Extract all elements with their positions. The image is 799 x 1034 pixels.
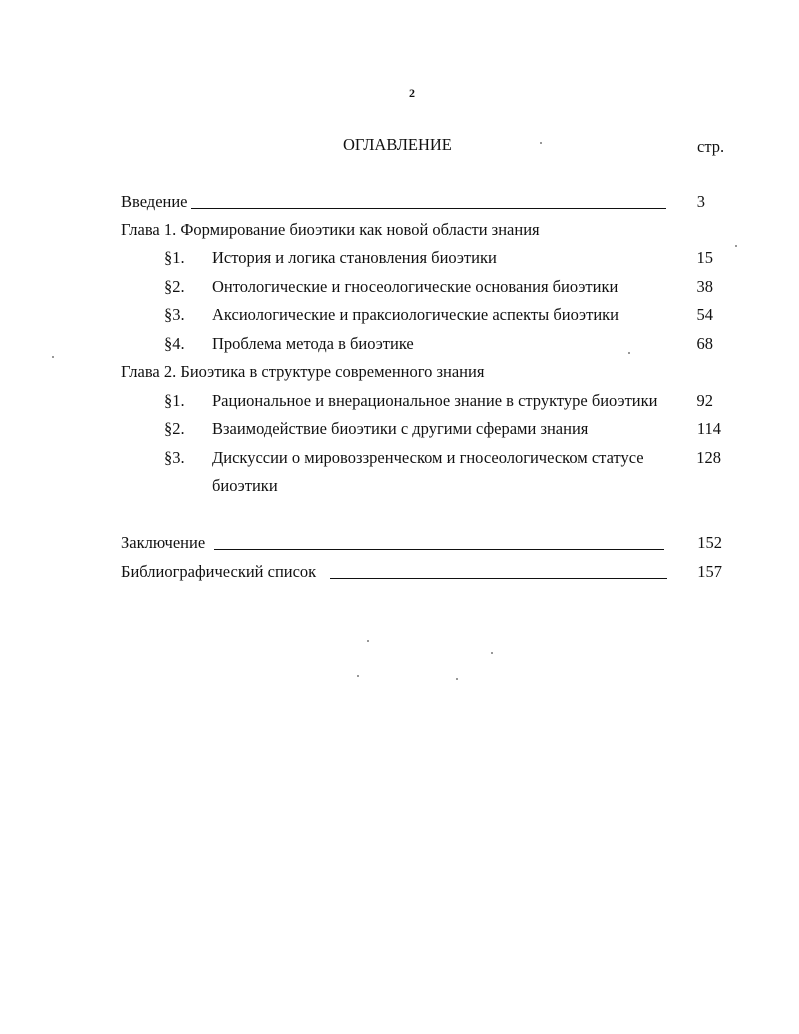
scan-speck xyxy=(735,245,737,247)
pages-column-label: стр. xyxy=(697,137,725,156)
toc-heading: ОГЛАВЛЕНИЕ xyxy=(343,135,452,154)
toc-ch1-s1-title[interactable]: История и логика становления биоэтики xyxy=(212,248,497,267)
toc-ch1-s4-title[interactable]: Проблема метода в биоэтике xyxy=(212,334,414,353)
toc-ch2-s1-num: §1. xyxy=(164,391,185,410)
toc-bibliography-label[interactable]: Библиографический список xyxy=(121,562,317,581)
toc-chapter2-title[interactable]: Глава 2. Биоэтика в структуре современного знания xyxy=(121,362,485,381)
toc-ch1-s3-page: 54 xyxy=(696,305,713,324)
toc-ch2-s1-page: 92 xyxy=(696,391,713,410)
toc-bibliography-leader xyxy=(330,578,667,579)
toc-ch2-s3-title[interactable]: Дискуссии о мировоззренческом и гносеологическом статусе xyxy=(212,448,644,467)
scan-speck xyxy=(52,356,54,358)
toc-ch2-s2-title[interactable]: Взаимодействие биоэтики с другими сферами знания xyxy=(212,419,589,438)
toc-ch1-s3-title[interactable]: Аксиологические и праксиологические аспекты биоэтики xyxy=(212,305,619,324)
toc-ch2-s1-title[interactable]: Рациональное и внерациональное знание в структуре биоэтики xyxy=(212,391,658,410)
toc-intro-label[interactable]: Введение xyxy=(121,192,188,211)
toc-conclusion-leader xyxy=(214,549,664,550)
page-number: 2 xyxy=(409,86,415,100)
scan-speck xyxy=(357,675,359,677)
toc-chapter1-title[interactable]: Глава 1. Формирование биоэтики как новой области знания xyxy=(121,220,540,239)
toc-ch2-s2-page: 114 xyxy=(696,419,721,438)
toc-ch1-s4-num: §4. xyxy=(164,334,185,353)
scan-speck xyxy=(540,142,542,144)
scan-speck xyxy=(456,678,458,680)
toc-ch1-s4-page: 68 xyxy=(696,334,713,353)
toc-ch1-s2-num: §2. xyxy=(164,277,185,296)
toc-intro-page: 3 xyxy=(696,192,705,211)
toc-ch2-s3-page: 128 xyxy=(696,448,721,467)
toc-intro-leader xyxy=(191,208,666,209)
toc-ch2-s3-num: §3. xyxy=(164,448,185,467)
toc-bibliography-page: 157 xyxy=(697,562,722,581)
toc-ch1-s2-page: 38 xyxy=(696,277,713,296)
scan-speck xyxy=(367,640,369,642)
toc-ch1-s2-title[interactable]: Онтологические и гносеологические основания биоэтики xyxy=(212,277,619,296)
toc-conclusion-label[interactable]: Заключение xyxy=(121,533,206,552)
toc-conclusion-page: 152 xyxy=(697,533,722,552)
toc-ch1-s3-num: §3. xyxy=(164,305,185,324)
toc-ch2-s2-num: §2. xyxy=(164,419,185,438)
scan-speck xyxy=(628,352,630,354)
toc-ch1-s1-page: 15 xyxy=(696,248,713,267)
scan-speck xyxy=(491,652,493,654)
toc-ch2-s3-title-cont[interactable]: биоэтики xyxy=(212,476,278,495)
toc-ch1-s1-num: §1. xyxy=(164,248,185,267)
